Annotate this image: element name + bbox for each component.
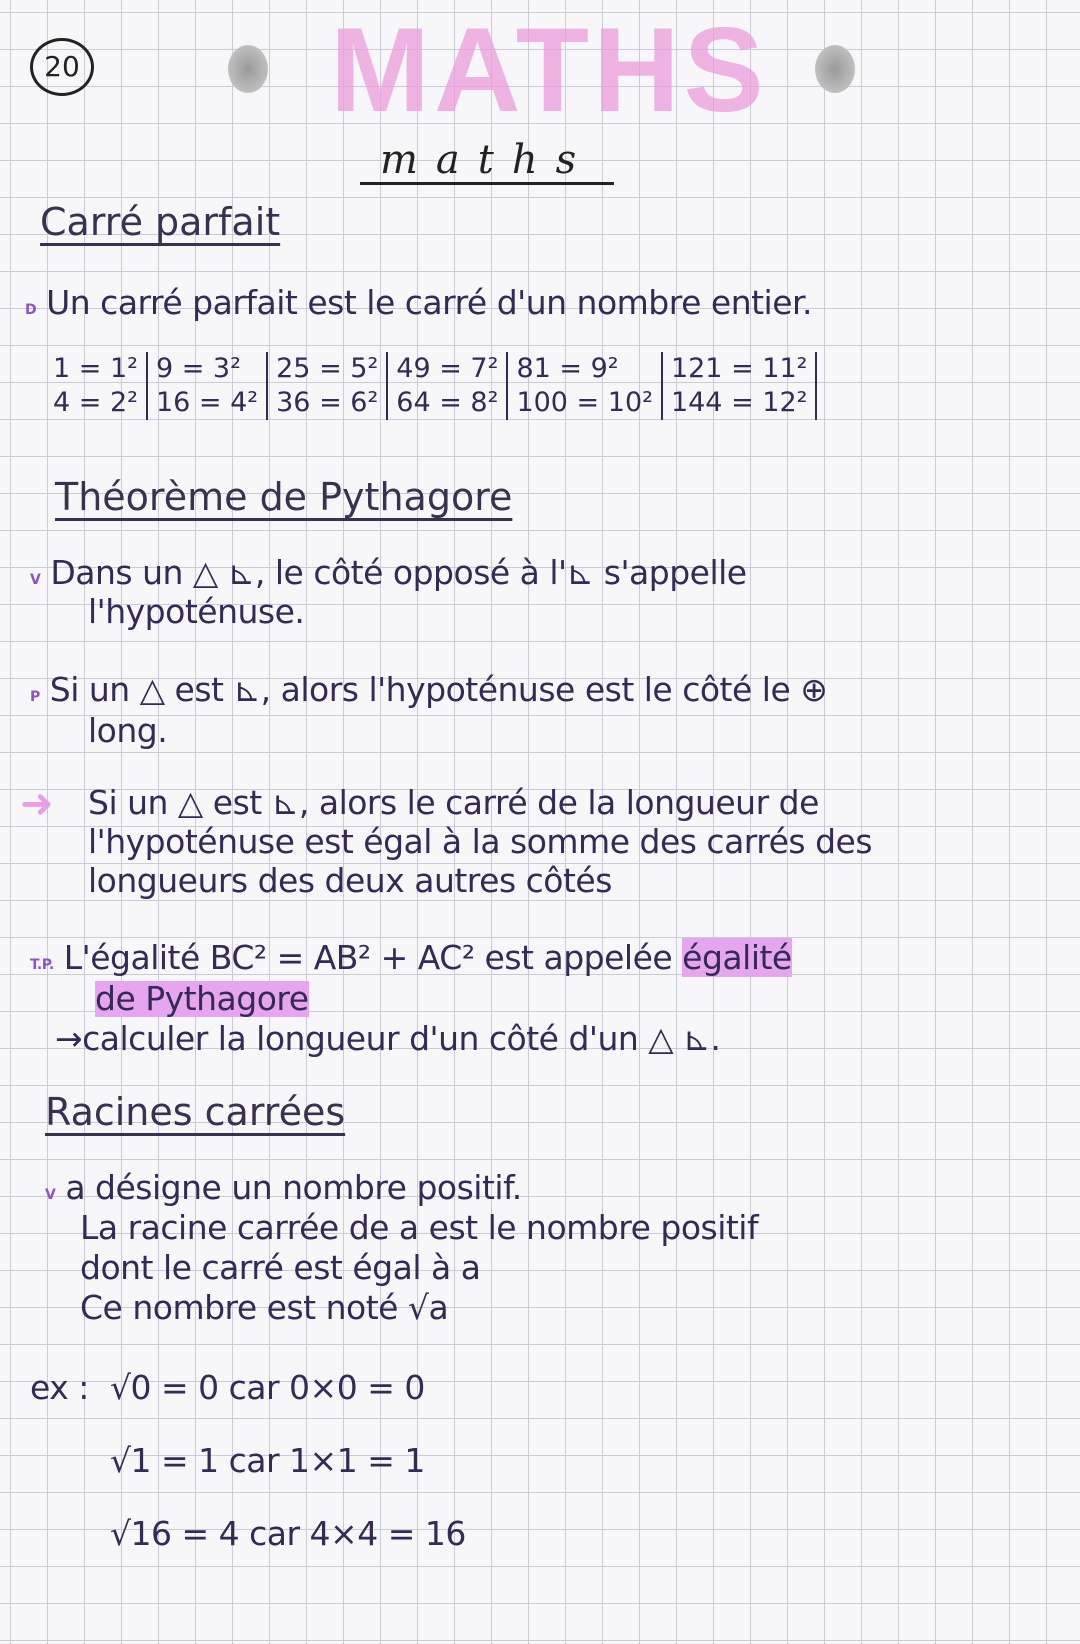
squares-col	[148, 352, 268, 420]
text-line: Dans un △ ⊾, le côté opposé à l'⊾ s'appelle	[50, 553, 747, 592]
text-line: Si un △ est ⊾, alors le carré de la longueur de	[88, 783, 819, 822]
heading-pythagore: Théorème de Pythagore	[55, 475, 513, 519]
squares-col	[663, 352, 818, 420]
text-line: dont le carré est égal à a	[80, 1248, 481, 1287]
text-line: La racine carrée de a est le nombre positif	[80, 1208, 759, 1247]
page-number: 20	[30, 38, 94, 96]
square-entry: 100 = 10²	[516, 387, 653, 418]
square-entry: 16 = 4²	[155, 387, 259, 418]
example-line: √16 = 4 car 4×4 = 16	[110, 1514, 466, 1553]
tag-vocabulary: V	[30, 572, 41, 588]
square-entry: 121 = 11²	[670, 353, 808, 384]
binder-hole	[228, 45, 268, 93]
text-line: →calculer la longueur d'un côté d'un △ ⊾.	[55, 1019, 721, 1058]
theorem-line	[30, 940, 792, 983]
heading-carre-parfait: Carré parfait	[40, 200, 281, 244]
tag-theorem: T.P.	[30, 957, 54, 973]
square-entry: 81 = 9²	[516, 353, 619, 384]
text-line: Si un △ est ⊾, alors l'hypoténuse est le côté le ⊕	[49, 670, 828, 709]
text-line: Ce nombre est noté √a	[80, 1288, 449, 1327]
square-entry: 4 = 2²	[53, 387, 138, 418]
tag-definition: D	[25, 302, 37, 318]
squares-col	[508, 352, 663, 420]
squares-col	[268, 352, 388, 420]
binder-hole	[815, 45, 855, 93]
property-line	[30, 672, 827, 715]
square-entry: 36 = 6²	[276, 387, 379, 418]
square-entry: 9 = 3²	[155, 353, 241, 384]
heading-racines: Racines carrées	[45, 1090, 346, 1134]
square-entry: 25 = 5²	[276, 353, 379, 384]
text-line: longueurs des deux autres côtés	[88, 861, 612, 900]
definition-text: Un carré parfait est le carré d'un nombre entier.	[46, 283, 813, 322]
tag-vocabulary: V	[45, 1187, 56, 1203]
square-entry: 64 = 8²	[396, 387, 499, 418]
squares-col	[388, 352, 508, 420]
example-label: ex :	[30, 1368, 89, 1407]
text-line: l'hypoténuse.	[88, 592, 305, 631]
example-line: √1 = 1 car 1×1 = 1	[110, 1441, 425, 1480]
vocab-line	[45, 1170, 522, 1213]
text-line: l'hypoténuse est égal à la somme des carrés des	[88, 822, 873, 861]
squares-table	[45, 352, 817, 420]
text-line: long.	[88, 711, 168, 750]
square-entry: 1 = 1²	[53, 353, 138, 384]
tag-property: P	[30, 689, 40, 705]
title-watermark: MATHS	[330, 3, 768, 137]
square-entry: 144 = 12²	[670, 387, 808, 418]
arrow-icon: ➜	[20, 781, 54, 827]
highlight: de Pythagore	[95, 979, 309, 1018]
text-line: L'égalité BC² = AB² + AC² est appelée	[63, 938, 683, 977]
page-title: maths	[360, 138, 614, 185]
example-line: √0 = 0 car 0×0 = 0	[110, 1368, 425, 1407]
text-line: a désigne un nombre positif.	[65, 1168, 522, 1207]
squares-col	[45, 352, 148, 420]
definition-line	[25, 285, 812, 328]
square-entry: 49 = 7²	[396, 353, 499, 384]
highlight: égalité	[682, 938, 792, 977]
